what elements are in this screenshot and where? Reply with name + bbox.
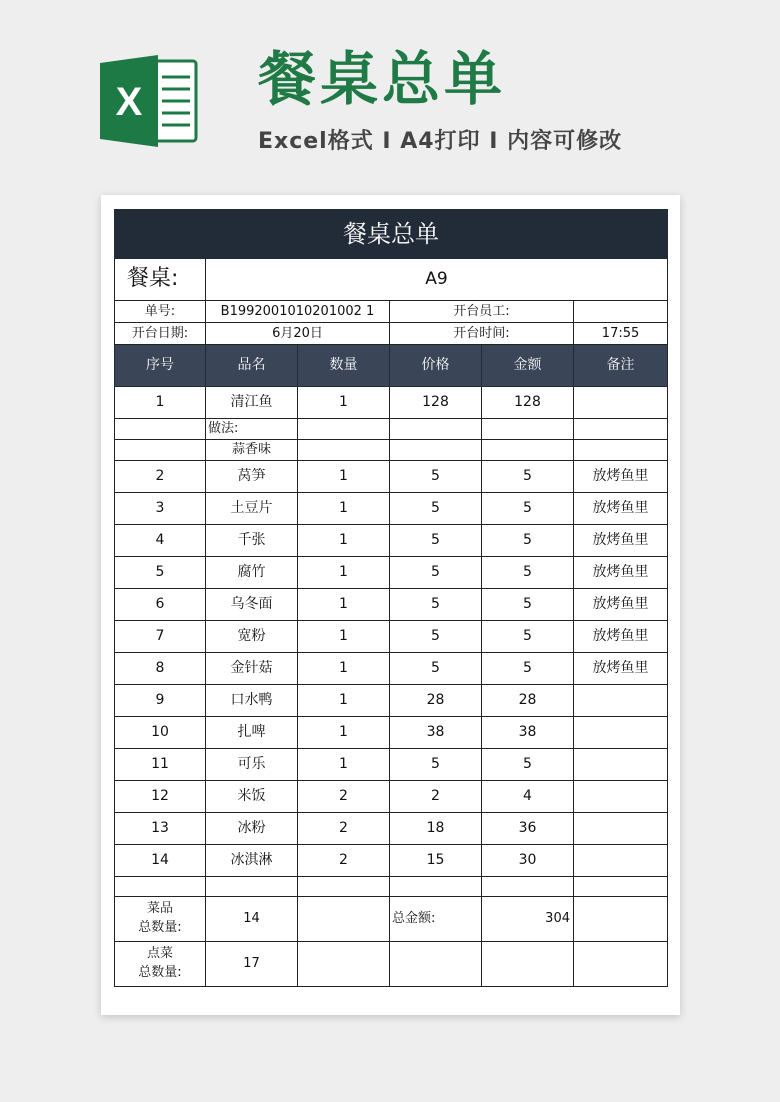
item-note: 放烤鱼里	[574, 557, 668, 589]
item-name: 腐竹	[206, 557, 298, 589]
table-row	[115, 685, 668, 717]
column-header-name: 品名	[206, 345, 298, 387]
table-row	[115, 749, 668, 781]
item-note	[574, 845, 668, 877]
dish-count-value: 14	[206, 897, 298, 942]
item-note: 放烤鱼里	[574, 461, 668, 493]
item-price: 15	[390, 845, 482, 877]
open-date-label: 开台日期:	[115, 323, 206, 345]
item-no: 2	[115, 461, 206, 493]
item-price: 2	[390, 781, 482, 813]
method-value: 蒜香味	[206, 440, 298, 461]
order-count-row	[115, 942, 668, 987]
staff-value	[574, 301, 668, 323]
dish-count-row	[115, 897, 668, 942]
table-row	[115, 525, 668, 557]
item-qty: 1	[298, 493, 390, 525]
item-qty: 1	[298, 557, 390, 589]
table-value: A9	[206, 259, 668, 301]
item-no: 11	[115, 749, 206, 781]
item-no: 9	[115, 685, 206, 717]
item-no: 8	[115, 653, 206, 685]
item-amount: 5	[482, 621, 574, 653]
item-note: 放烤鱼里	[574, 653, 668, 685]
item-note: 放烤鱼里	[574, 493, 668, 525]
item-qty: 1	[298, 589, 390, 621]
table-label: 餐桌:	[115, 259, 206, 301]
item-amount: 5	[482, 653, 574, 685]
page-title: 餐桌总单	[258, 45, 507, 113]
item-name: 清江鱼	[206, 387, 298, 419]
item-qty: 1	[298, 621, 390, 653]
item-name: 千张	[206, 525, 298, 557]
item-name: 扎啤	[206, 717, 298, 749]
item-amount: 128	[482, 387, 574, 419]
item-amount: 28	[482, 685, 574, 717]
item-price: 28	[390, 685, 482, 717]
item-name: 冰粉	[206, 813, 298, 845]
table-row	[115, 461, 668, 493]
open-time-label: 开台时间:	[390, 323, 574, 345]
page-subtitle: Excel格式 I A4打印 I 内容可修改	[258, 129, 623, 154]
total-amount-label: 总金额:	[390, 897, 482, 942]
item-note	[574, 749, 668, 781]
table-row	[115, 493, 668, 525]
item-amount: 5	[482, 749, 574, 781]
method-value-row	[115, 440, 668, 461]
item-name: 冰淇淋	[206, 845, 298, 877]
order-no-label: 单号:	[115, 301, 206, 323]
item-qty: 2	[298, 781, 390, 813]
table-row-header	[115, 259, 668, 301]
item-price: 5	[390, 461, 482, 493]
item-no: 14	[115, 845, 206, 877]
item-note: 放烤鱼里	[574, 525, 668, 557]
item-amount: 36	[482, 813, 574, 845]
item-name: 金针菇	[206, 653, 298, 685]
item-price: 18	[390, 813, 482, 845]
item-amount: 5	[482, 557, 574, 589]
sheet-title: 餐桌总单	[115, 210, 668, 259]
item-name: 莴笋	[206, 461, 298, 493]
column-header-row	[115, 345, 668, 387]
item-price: 128	[390, 387, 482, 419]
open-time-value: 17:55	[574, 323, 668, 345]
item-name: 可乐	[206, 749, 298, 781]
item-no: 10	[115, 717, 206, 749]
item-no: 13	[115, 813, 206, 845]
order-no-value: B1992001010201002 1	[206, 301, 390, 323]
item-name: 口水鸭	[206, 685, 298, 717]
staff-label: 开台员工:	[390, 301, 574, 323]
item-note	[574, 387, 668, 419]
excel-logo-icon	[100, 55, 198, 147]
item-amount: 38	[482, 717, 574, 749]
method-label-row	[115, 419, 668, 440]
order-count-label: 点菜 总数量:	[115, 942, 206, 987]
table-row	[115, 781, 668, 813]
item-note	[574, 781, 668, 813]
svg-text:X: X	[115, 80, 143, 124]
order-info-row	[115, 301, 668, 323]
item-note	[574, 717, 668, 749]
item-name: 乌冬面	[206, 589, 298, 621]
document-preview	[101, 195, 680, 1015]
sheet-title-row	[115, 210, 668, 259]
item-no: 4	[115, 525, 206, 557]
item-no: 12	[115, 781, 206, 813]
table-row	[115, 813, 668, 845]
item-price: 5	[390, 749, 482, 781]
table-row	[115, 653, 668, 685]
empty-row	[115, 877, 668, 897]
item-amount: 5	[482, 461, 574, 493]
item-name: 宽粉	[206, 621, 298, 653]
item-price: 5	[390, 525, 482, 557]
item-qty: 1	[298, 387, 390, 419]
column-header-price: 价格	[390, 345, 482, 387]
open-info-row	[115, 323, 668, 345]
item-note	[574, 685, 668, 717]
item-qty: 1	[298, 525, 390, 557]
item-no: 3	[115, 493, 206, 525]
item-no: 1	[115, 387, 206, 419]
item-qty: 1	[298, 749, 390, 781]
item-amount: 5	[482, 493, 574, 525]
column-header-no: 序号	[115, 345, 206, 387]
item-amount: 5	[482, 525, 574, 557]
item-no: 6	[115, 589, 206, 621]
table-row	[115, 589, 668, 621]
method-label: 做法:	[206, 419, 298, 440]
item-price: 5	[390, 493, 482, 525]
table-row	[115, 621, 668, 653]
item-price: 5	[390, 653, 482, 685]
item-qty: 2	[298, 845, 390, 877]
item-amount: 30	[482, 845, 574, 877]
item-price: 5	[390, 621, 482, 653]
table-row	[115, 557, 668, 589]
item-name: 土豆片	[206, 493, 298, 525]
table-row	[115, 845, 668, 877]
column-header-qty: 数量	[298, 345, 390, 387]
table-row	[115, 717, 668, 749]
item-note: 放烤鱼里	[574, 589, 668, 621]
item-note	[574, 813, 668, 845]
dish-count-label: 菜品 总数量:	[115, 897, 206, 942]
order-sheet	[114, 209, 668, 987]
column-header-note: 备注	[574, 345, 668, 387]
item-no: 7	[115, 621, 206, 653]
order-count-value: 17	[206, 942, 298, 987]
open-date-value: 6月20日	[206, 323, 390, 345]
item-qty: 1	[298, 685, 390, 717]
table-row	[115, 387, 668, 419]
item-qty: 2	[298, 813, 390, 845]
item-price: 38	[390, 717, 482, 749]
item-qty: 1	[298, 653, 390, 685]
item-price: 5	[390, 557, 482, 589]
item-no: 5	[115, 557, 206, 589]
column-header-amount: 金额	[482, 345, 574, 387]
item-note: 放烤鱼里	[574, 621, 668, 653]
item-name: 米饭	[206, 781, 298, 813]
item-price: 5	[390, 589, 482, 621]
item-qty: 1	[298, 461, 390, 493]
item-amount: 5	[482, 589, 574, 621]
item-qty: 1	[298, 717, 390, 749]
item-amount: 4	[482, 781, 574, 813]
total-amount-value: 304	[482, 897, 574, 942]
items-body	[115, 461, 668, 877]
